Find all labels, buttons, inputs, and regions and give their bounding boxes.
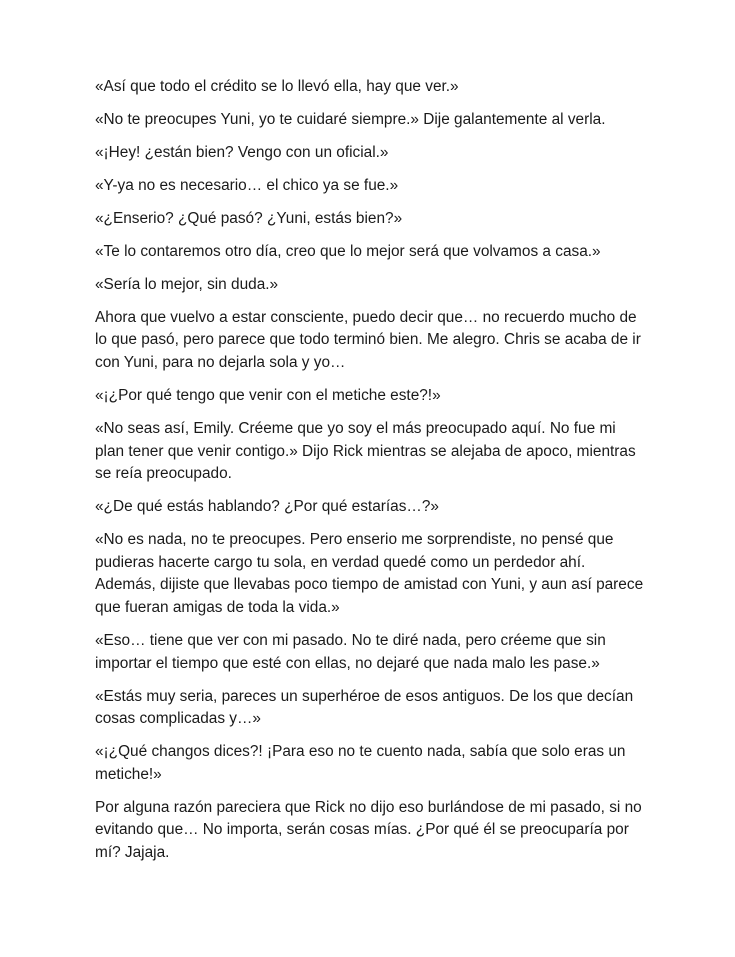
paragraph-2: «No te preocupes Yuni, yo te cuidaré siempre.» Dije galantemente al verla. bbox=[95, 110, 606, 128]
paragraph-11: «¿De qué estás hablando? ¿Por qué estarías…?» bbox=[95, 498, 439, 516]
document-body bbox=[95, 76, 647, 875]
paragraph-16: Por alguna razón pareciera que Rick no dijo eso burlándose de mi pasado, si no evitando que… No importa, serán cosas mías. ¿Por qué él se preocuparía por mí? Jajaja. bbox=[95, 798, 642, 861]
paragraph-14: «Estás muy seria, pareces un superhéroe de esos antiguos. De los que decían cosas complicadas y…» bbox=[95, 687, 634, 728]
paragraph-15: «¡¿Qué changos dices?! ¡Para eso no te cuento nada, sabía que solo eras un metiche!» bbox=[95, 743, 626, 783]
paragraph-1: «Así que todo el crédito se lo llevó ella, hay que ver.» bbox=[95, 78, 459, 95]
paragraph-4: «Y-ya no es necesario… el chico ya se fue.» bbox=[95, 176, 399, 194]
paragraph-7: «Sería lo mejor, sin duda.» bbox=[95, 275, 279, 293]
paragraph-8: Ahora que vuelvo a estar consciente, puedo decir que… no recuerdo mucho de lo que pasó, pero parece que todo terminó bien. Me alegro. Chris se acaba de ir con Yuni, para no dejarla sola y yo… bbox=[95, 308, 641, 372]
paragraph-13: «Eso… tiene que ver con mi pasado. No te diré nada, pero créeme que sin importar el tiempo que esté con ellas, no dejaré que nada malo les pase.» bbox=[95, 631, 606, 672]
paragraph-6: «Te lo contaremos otro día, creo que lo mejor será que volvamos a casa.» bbox=[95, 242, 601, 260]
paragraph-10: «No seas así, Emily. Créeme que yo soy el más preocupado aquí. No fue mi plan tener que venir contigo.» Dijo Rick mientras se alejaba de apoco, mientras se reía preocupado. bbox=[95, 420, 636, 483]
paragraph-5: «¿Enserio? ¿Qué pasó? ¿Yuni, estás bien?» bbox=[95, 209, 403, 227]
paragraph-3: «¡Hey! ¿están bien? Vengo con un oficial.» bbox=[95, 143, 389, 161]
paragraph-12: «No es nada, no te preocupes. Pero enserio me sorprendiste, no pensé que pudieras hacerte cargo tu sola, en verdad quedé como un perdedor ahí. Además, dijiste que llevabas poco tiempo de amistad con Yuni, y aun así parece que fueran amigas de toda la vida.» bbox=[95, 531, 644, 616]
paragraph-9: «¡¿Por qué tengo que venir con el metiche este?!» bbox=[95, 387, 441, 405]
